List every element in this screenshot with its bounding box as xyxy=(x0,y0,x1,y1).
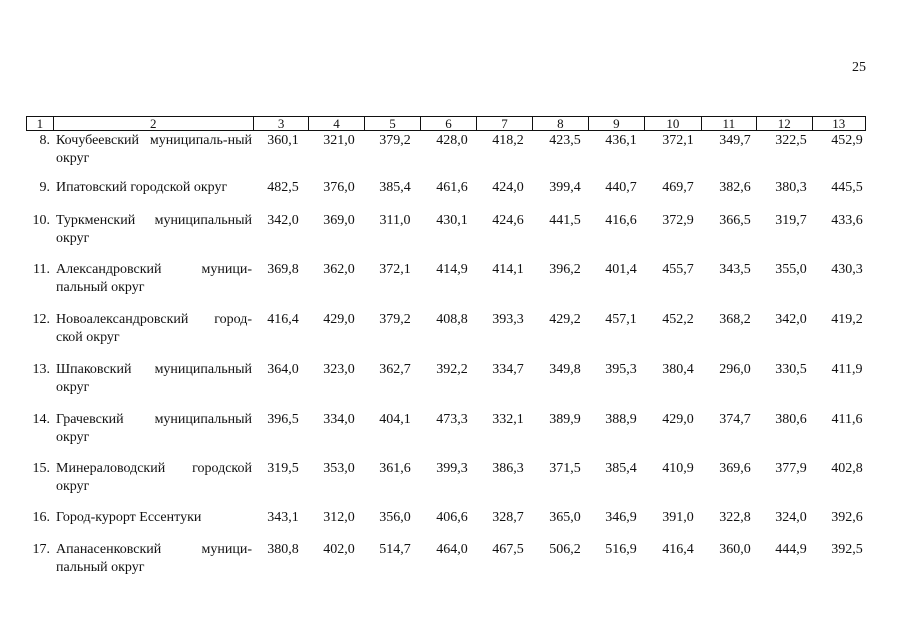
row-number: 10. xyxy=(32,213,50,228)
value-cell-col-10: 391,0 xyxy=(662,510,694,525)
value-cell-col-6: 430,1 xyxy=(436,213,468,228)
value-cell-col-10: 416,4 xyxy=(662,542,694,557)
row-number: 8. xyxy=(39,133,50,148)
value-cell-col-7: 393,3 xyxy=(492,312,524,327)
municipality-name: Город-курорт Ессентуки xyxy=(56,510,202,525)
row-number: 9. xyxy=(39,180,50,195)
value-cell-col-3: 369,8 xyxy=(267,262,299,277)
value-cell-col-6: 473,3 xyxy=(436,412,468,427)
value-cell-col-6: 392,2 xyxy=(436,362,468,377)
table-row xyxy=(26,261,866,305)
value-cell-col-8: 371,5 xyxy=(549,461,581,476)
value-cell-col-13: 445,5 xyxy=(831,180,863,195)
table-row xyxy=(26,311,866,355)
municipality-name: Александровский муници-пальный округ xyxy=(56,262,252,295)
value-cell-col-9: 416,6 xyxy=(605,213,637,228)
value-cell-col-7: 467,5 xyxy=(492,542,524,557)
value-cell-col-7: 386,3 xyxy=(492,461,524,476)
value-cell-col-13: 430,3 xyxy=(831,262,863,277)
value-cell-col-11: 322,8 xyxy=(719,510,751,525)
municipality-name: Шпаковский муниципальный округ xyxy=(56,362,252,395)
value-cell-col-3: 360,1 xyxy=(267,133,299,148)
value-cell-col-10: 452,2 xyxy=(662,312,694,327)
header-cell-11: 11 xyxy=(702,117,757,130)
value-cell-col-4: 312,0 xyxy=(323,510,355,525)
value-cell-col-5: 404,1 xyxy=(379,412,411,427)
value-cell-col-12: 342,0 xyxy=(775,312,807,327)
value-cell-col-4: 362,0 xyxy=(323,262,355,277)
value-cell-col-5: 379,2 xyxy=(379,312,411,327)
value-cell-col-8: 423,5 xyxy=(549,133,581,148)
value-cell-col-6: 399,3 xyxy=(436,461,468,476)
value-cell-col-11: 343,5 xyxy=(719,262,751,277)
value-cell-col-13: 411,9 xyxy=(831,362,863,377)
value-cell-col-5: 379,2 xyxy=(379,133,411,148)
municipality-name: Минераловодский городской округ xyxy=(56,461,252,494)
value-cell-col-11: 368,2 xyxy=(719,312,751,327)
value-cell-col-12: 380,3 xyxy=(775,180,807,195)
value-cell-col-4: 402,0 xyxy=(323,542,355,557)
table-row xyxy=(26,460,866,504)
header-cell-13: 13 xyxy=(832,116,846,131)
value-cell-col-7: 332,1 xyxy=(492,412,524,427)
table-row xyxy=(26,361,866,405)
value-cell-col-11: 360,0 xyxy=(719,542,751,557)
value-cell-col-10: 429,0 xyxy=(662,412,694,427)
value-cell-col-9: 401,4 xyxy=(605,262,637,277)
value-cell-col-7: 328,7 xyxy=(492,510,524,525)
value-cell-col-4: 321,0 xyxy=(323,133,355,148)
row-number: 17. xyxy=(32,542,50,557)
municipality-name: Грачевский муниципальный округ xyxy=(56,412,252,445)
value-cell-col-8: 389,9 xyxy=(549,412,581,427)
value-cell-col-3: 416,4 xyxy=(267,312,299,327)
value-cell-col-11: 349,7 xyxy=(719,133,751,148)
value-cell-col-7: 414,1 xyxy=(492,262,524,277)
value-cell-col-7: 334,7 xyxy=(492,362,524,377)
value-cell-col-12: 319,7 xyxy=(775,213,807,228)
value-cell-col-8: 399,4 xyxy=(549,180,581,195)
value-cell-col-13: 402,8 xyxy=(831,461,863,476)
value-cell-col-9: 388,9 xyxy=(605,412,637,427)
value-cell-col-8: 396,2 xyxy=(549,262,581,277)
value-cell-col-10: 455,7 xyxy=(662,262,694,277)
value-cell-col-12: 322,5 xyxy=(775,133,807,148)
value-cell-col-4: 429,0 xyxy=(323,312,355,327)
value-cell-col-9: 440,7 xyxy=(605,180,637,195)
value-cell-col-11: 296,0 xyxy=(719,362,751,377)
value-cell-col-5: 361,6 xyxy=(379,461,411,476)
value-cell-col-10: 372,9 xyxy=(662,213,694,228)
value-cell-col-11: 374,7 xyxy=(719,412,751,427)
value-cell-col-13: 392,6 xyxy=(831,510,863,525)
row-number: 13. xyxy=(32,362,50,377)
value-cell-col-3: 319,5 xyxy=(267,461,299,476)
value-cell-col-13: 452,9 xyxy=(831,133,863,148)
value-cell-col-9: 395,3 xyxy=(605,362,637,377)
header-cell-2: 2 xyxy=(54,117,254,130)
value-cell-col-10: 469,7 xyxy=(662,180,694,195)
table-row xyxy=(26,541,866,585)
value-cell-col-6: 461,6 xyxy=(436,180,468,195)
value-cell-col-9: 436,1 xyxy=(605,133,637,148)
value-cell-col-13: 419,2 xyxy=(831,312,863,327)
row-number: 12. xyxy=(32,312,50,327)
value-cell-col-8: 365,0 xyxy=(549,510,581,525)
value-cell-col-6: 408,8 xyxy=(436,312,468,327)
value-cell-col-5: 362,7 xyxy=(379,362,411,377)
value-cell-col-13: 411,6 xyxy=(831,412,863,427)
value-cell-col-10: 372,1 xyxy=(662,133,694,148)
value-cell-col-5: 385,4 xyxy=(379,180,411,195)
value-cell-col-7: 418,2 xyxy=(492,133,524,148)
header-cell-12: 12 xyxy=(757,117,812,130)
header-cell-9: 9 xyxy=(589,117,645,130)
header-cell-8: 8 xyxy=(533,117,588,130)
page-number: 25 xyxy=(852,60,866,75)
value-cell-col-4: 369,0 xyxy=(323,213,355,228)
municipality-name: Новоалександровский город-ской округ xyxy=(56,312,252,345)
header-cell-6: 6 xyxy=(421,117,476,130)
value-cell-col-4: 323,0 xyxy=(323,362,355,377)
value-cell-col-8: 441,5 xyxy=(549,213,581,228)
value-cell-col-6: 464,0 xyxy=(436,542,468,557)
value-cell-col-12: 330,5 xyxy=(775,362,807,377)
value-cell-col-9: 385,4 xyxy=(605,461,637,476)
header-cell-7: 7 xyxy=(477,117,533,130)
value-cell-col-13: 433,6 xyxy=(831,213,863,228)
value-cell-col-10: 410,9 xyxy=(662,461,694,476)
header-cell-1: 1 xyxy=(27,117,54,130)
header-cell-10: 10 xyxy=(645,117,701,130)
value-cell-col-5: 311,0 xyxy=(379,213,411,228)
municipality-name: Туркменский муниципальный округ xyxy=(56,213,252,246)
table-row xyxy=(26,411,866,455)
table-header-row xyxy=(26,116,866,131)
value-cell-col-8: 429,2 xyxy=(549,312,581,327)
value-cell-col-4: 334,0 xyxy=(323,412,355,427)
value-cell-col-8: 506,2 xyxy=(549,542,581,557)
value-cell-col-6: 428,0 xyxy=(436,133,468,148)
municipality-name: Апанасенковский муници-пальный округ xyxy=(56,542,252,575)
value-cell-col-7: 424,0 xyxy=(492,180,524,195)
value-cell-col-11: 369,6 xyxy=(719,461,751,476)
value-cell-col-9: 346,9 xyxy=(605,510,637,525)
table-row xyxy=(26,212,866,256)
table-row xyxy=(26,132,866,176)
value-cell-col-8: 349,8 xyxy=(549,362,581,377)
header-cell-5: 5 xyxy=(365,117,421,130)
municipality-name: Кочубеевский муниципаль-ный округ xyxy=(56,133,252,166)
value-cell-col-3: 342,0 xyxy=(267,213,299,228)
value-cell-col-10: 380,4 xyxy=(662,362,694,377)
row-number: 14. xyxy=(32,412,50,427)
row-number: 11. xyxy=(33,262,50,277)
value-cell-col-5: 356,0 xyxy=(379,510,411,525)
header-cell-4: 4 xyxy=(309,117,364,130)
value-cell-col-4: 353,0 xyxy=(323,461,355,476)
value-cell-col-9: 457,1 xyxy=(605,312,637,327)
value-cell-col-3: 343,1 xyxy=(267,510,299,525)
value-cell-col-11: 382,6 xyxy=(719,180,751,195)
value-cell-col-11: 366,5 xyxy=(719,213,751,228)
value-cell-col-12: 380,6 xyxy=(775,412,807,427)
value-cell-col-3: 482,5 xyxy=(267,180,299,195)
header-cell-3: 3 xyxy=(254,117,309,130)
value-cell-col-12: 324,0 xyxy=(775,510,807,525)
row-number: 16. xyxy=(32,510,50,525)
value-cell-col-3: 364,0 xyxy=(267,362,299,377)
value-cell-col-6: 406,6 xyxy=(436,510,468,525)
value-cell-col-3: 380,8 xyxy=(267,542,299,557)
value-cell-col-9: 516,9 xyxy=(605,542,637,557)
row-number: 15. xyxy=(32,461,50,476)
value-cell-col-5: 514,7 xyxy=(379,542,411,557)
value-cell-col-12: 444,9 xyxy=(775,542,807,557)
value-cell-col-3: 396,5 xyxy=(267,412,299,427)
municipality-name: Ипатовский городской округ xyxy=(56,180,228,195)
value-cell-col-13: 392,5 xyxy=(831,542,863,557)
value-cell-col-6: 414,9 xyxy=(436,262,468,277)
value-cell-col-4: 376,0 xyxy=(323,180,355,195)
value-cell-col-5: 372,1 xyxy=(379,262,411,277)
value-cell-col-7: 424,6 xyxy=(492,213,524,228)
value-cell-col-12: 355,0 xyxy=(775,262,807,277)
value-cell-col-12: 377,9 xyxy=(775,461,807,476)
